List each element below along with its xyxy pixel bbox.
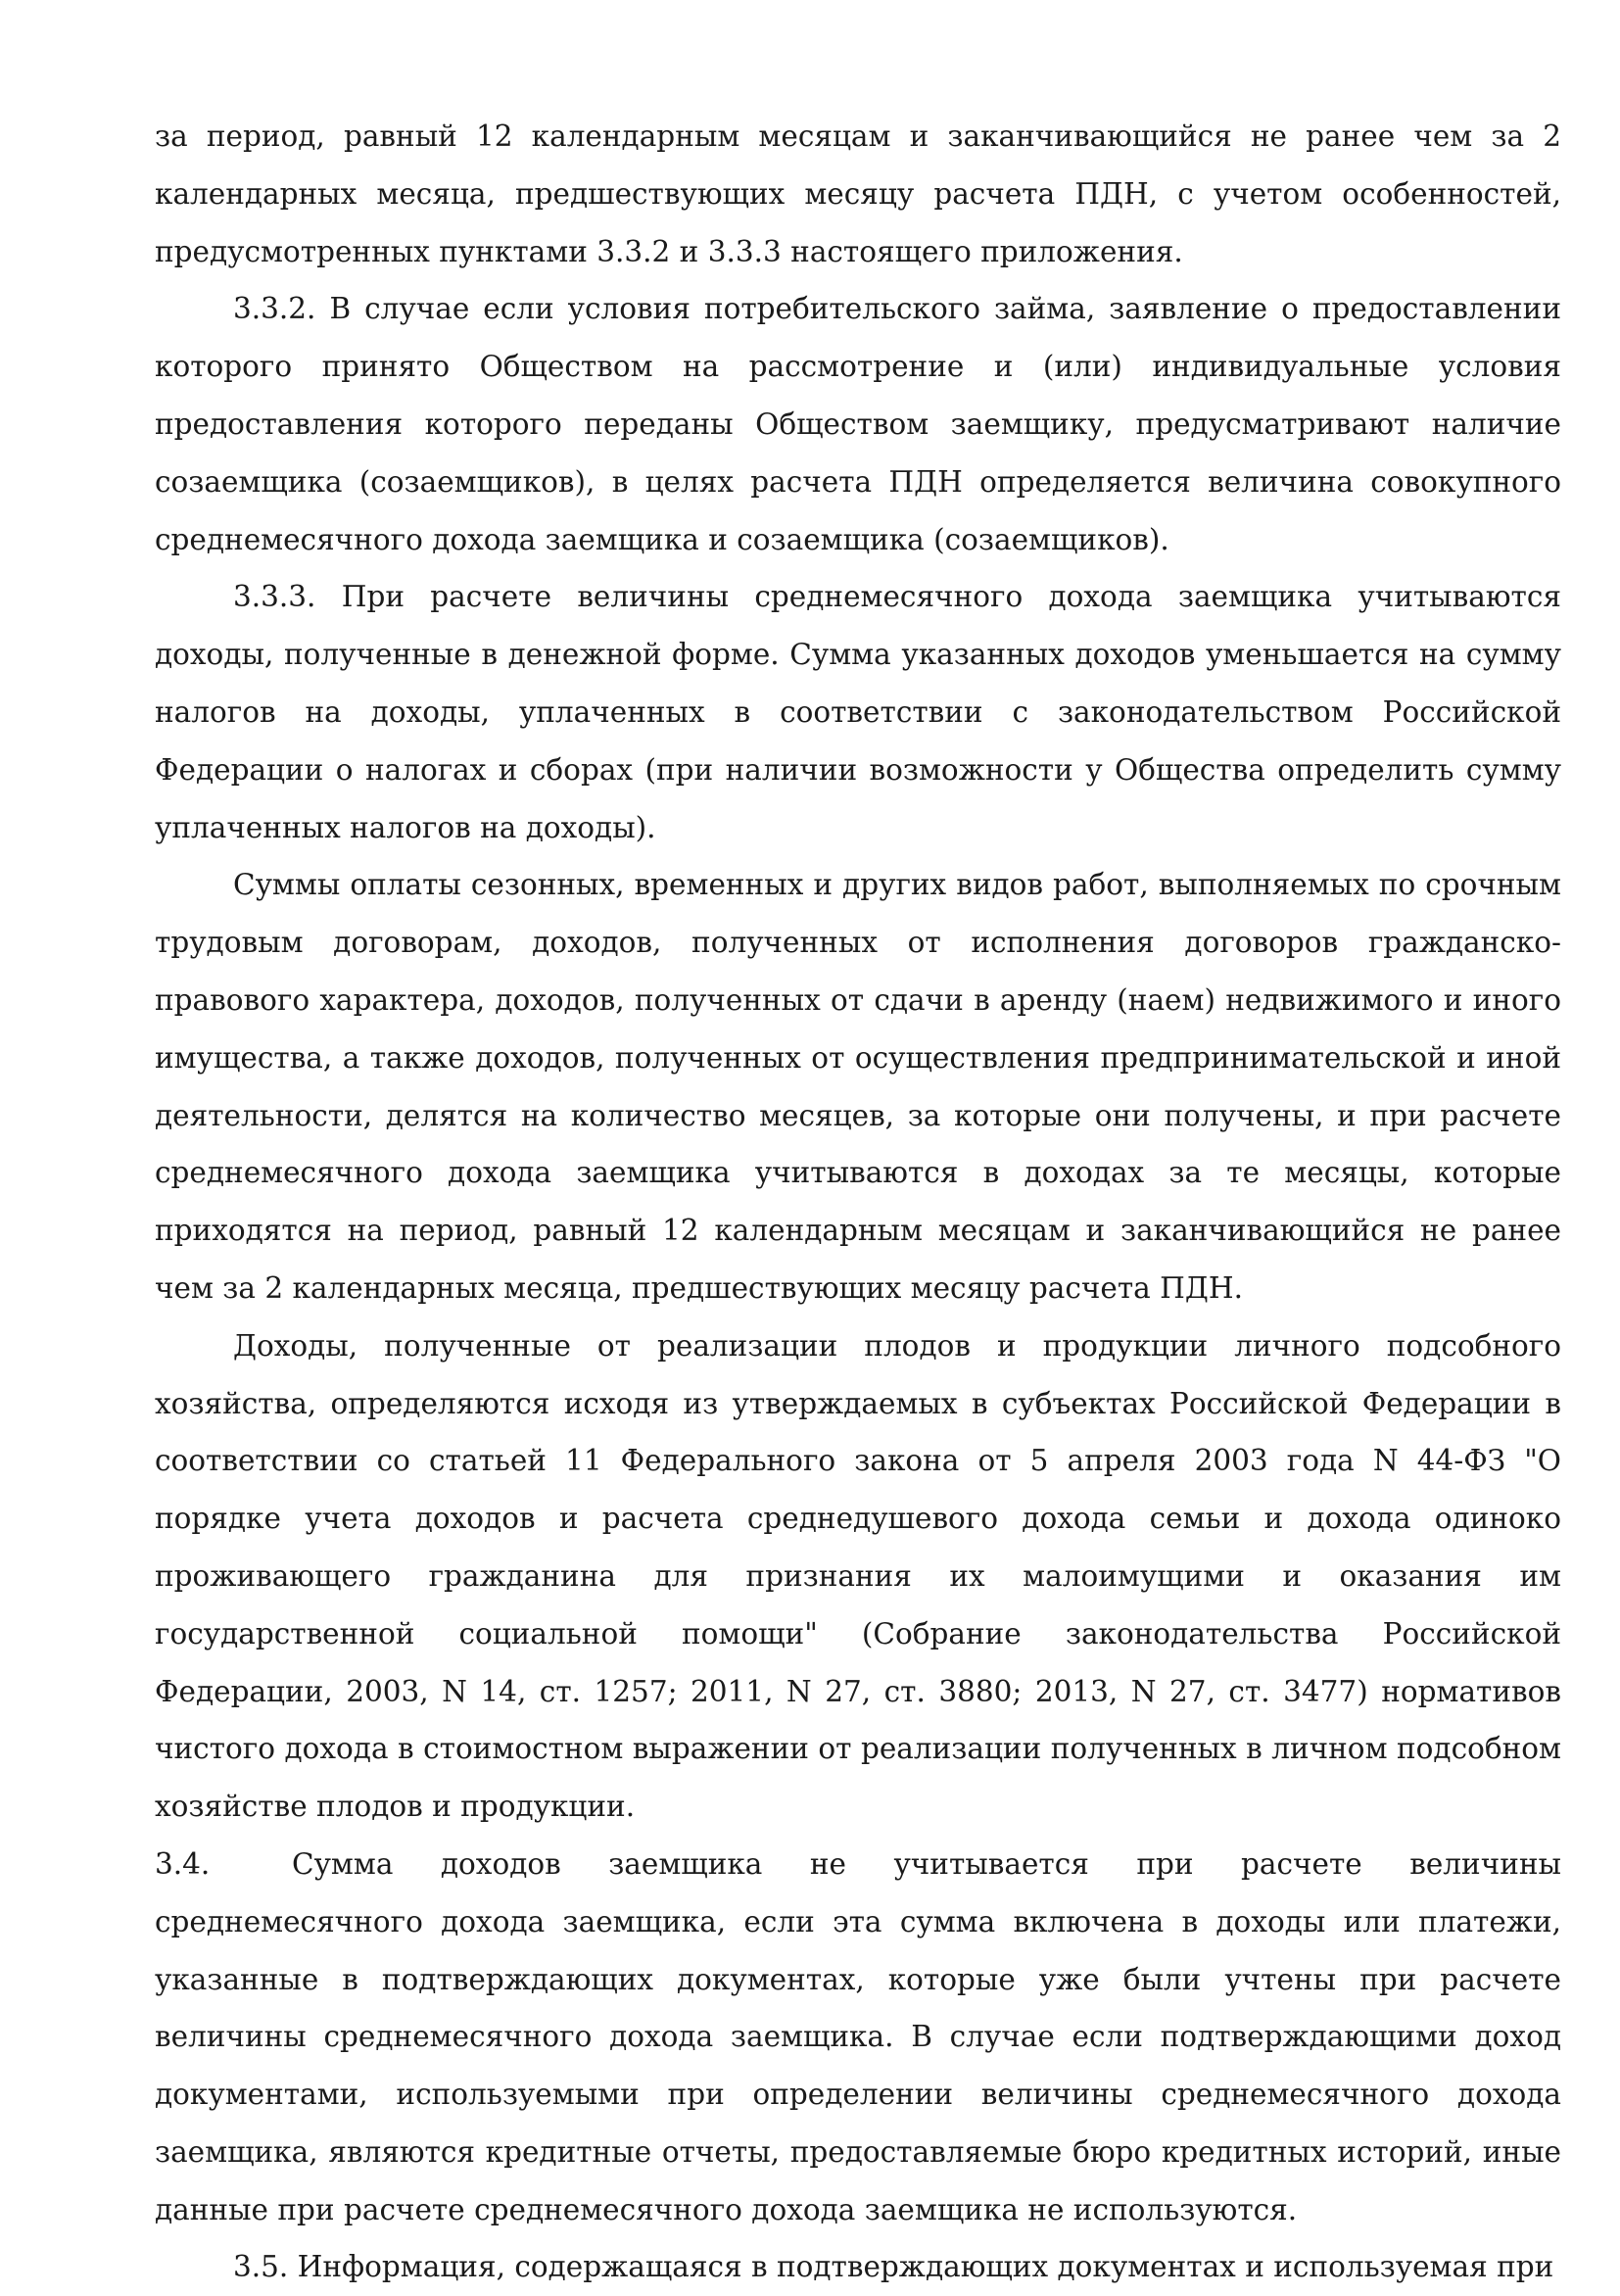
paragraph-3-5: 3.5. Информация, содержащаяся в подтверждающих документах и используемая при: [233, 2250, 1554, 2284]
paragraph-seasonal-income: Суммы оплаты сезонных, временных и других видов работ, выполняемых по срочным трудовым договорам, доходов, полученных от исполнения договоров гражданско-правового характера, доходов, полученных от сдачи в аренду (наем) недвижимого и иного имущества, а также доходов, полученных от осуществления предпринимательской и иной деятельности, делятся на количество месяцев, за которые они получены, и при расчете среднемесячного дохода заемщика учитываются в доходах за те месяцы, которые приходятся на период, равный 12 календарным месяцам и заканчивающийся не ранее чем за 2 календарных месяца, предшествующих месяцу расчета ПДН.: [155, 868, 1561, 1305]
document-page: [155, 108, 1561, 2296]
paragraph-farm-income: Доходы, полученные от реализации плодов и продукции личного подсобного хозяйства, определяются исходя из утверждаемых в субъектах Российской Федерации в соответствии со статьей 11 Федерального закона от 5 апреля 2003 года N 44-ФЗ "О порядке учета доходов и расчета среднедушевого дохода семьи и дохода одиноко проживающего гражданина для признания их малоимущими и оказания им государственной социальной помощи" (Собрание законодательства Российской Федерации, 2003, N 14, ст. 1257; 2011, N 27, ст. 3880; 2013, N 27, ст. 3477) нормативов чистого дохода в стоимостном выражении от реализации полученных в личном подсобном хозяйстве плодов и продукции.: [155, 1328, 1561, 1824]
paragraph-continuation: за период, равный 12 календарным месяцам и заканчивающийся не ранее чем за 2 календарных месяца, предшествующих месяцу расчета ПДН, с учетом особенностей, предусмотренных пунктами 3.3.2 и 3.3.3 настоящего приложения.: [155, 120, 1561, 268]
paragraph-3-3-2: 3.3.2. В случае если условия потребительского займа, заявление о предоставлении которого принято Обществом на рассмотрение и (или) индивидуальные условия предоставления которого переданы Обществом заемщику, предусматривают наличие созаемщика (созаемщиков), в целях расчета ПДН определяется величина совокупного среднемесячного дохода заемщика и созаемщика (созаемщиков).: [155, 292, 1561, 556]
paragraph-3-4: [155, 1836, 1561, 2239]
paragraph-3-4-text: Сумма доходов заемщика не учитывается при расчете величины среднемесячного дохода заемщика, если эта сумма включена в доходы или платежи, указанные в подтверждающих документах, которые уже были учтены при расчете величины среднемесячного дохода заемщика. В случае если подтверждающими доход документами, используемыми при определении величины среднемесячного дохода заемщика, являются кредитные отчеты, предоставляемые бюро кредитных историй, иные данные при расчете среднемесячного дохода заемщика не используются.: [155, 1846, 1561, 2226]
paragraph-3-4-number: 3.4.: [155, 1846, 211, 1881]
paragraph-3-3-3: 3.3.3. При расчете величины среднемесячного дохода заемщика учитываются доходы, полученные в денежной форме. Сумма указанных доходов уменьшается на сумму налогов на доходы, уплаченных в соответствии с законодательством Российской Федерации о налогах и сборах (при наличии возможности у Общества определить сумму уплаченных налогов на доходы).: [155, 580, 1561, 844]
